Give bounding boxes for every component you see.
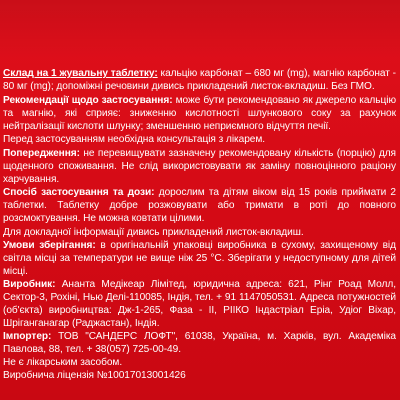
not-medicine-paragraph: [3, 356, 396, 369]
storage-heading: Умови зберігання:: [3, 240, 96, 251]
more-info-text: Для докладної інформації дивись прикладений листок-вкладиш.: [3, 227, 304, 238]
recommendations-text: може бути рекомендовано як джерело кальцію та магнію, які сприяє: зниженню кислотності шлункового соку за рахунок нейтралізації кислоти шлунку; зменшенню неприємного відчуття печії.: [3, 95, 396, 132]
not-medicine-text: Не є лікарським засобом.: [3, 357, 123, 368]
manufacturer-paragraph: [3, 278, 396, 330]
consultation-paragraph: [3, 133, 396, 146]
dosage-heading: Спосіб застосування та дози:: [3, 187, 155, 198]
license-text: Виробнича ліцензія №10017013001426: [3, 370, 186, 381]
manufacturer-heading: Виробник:: [3, 279, 56, 290]
storage-paragraph: [3, 239, 396, 278]
warnings-paragraph: [3, 147, 396, 186]
warnings-text: не перевищувати зазначену рекомендовану кількість (порцію) для щоденного споживання. Не слід використовувати як заміну повноцінного раціону харчування.: [3, 148, 396, 185]
manufacturer-text: Ананта Медікеар Лімітед, юридична адреса: 621, Рінг Роад Молл, Сектор-3, Рохіні, Нью Делі-110085, Індія, тел. + 91 1147050531. Адреса потужностей (об'єкта) виробництва: Дж-1-265, Фаза - ІІ, РІІКО Індастріал Еріа, Удіог Віхар, Шріганганагар (Раджастан), Індія.: [3, 279, 396, 329]
recommendations-heading: Рекомендації щодо застосування:: [3, 95, 173, 106]
warnings-heading: Попередження:: [3, 148, 80, 159]
label-text-block: [3, 67, 396, 382]
dosage-text: дорослим та дітям віком від 15 років приймати 2 таблетки. Таблетку добре розжовувати або тримати в роті до повного розсмоктування. Не можна ковтати цілими.: [3, 187, 396, 224]
composition-paragraph: [3, 67, 396, 93]
importer-text: ТОВ "САНДЕРС ЛОФТ", 61038, Україна, м. Харків, вул. Академіка Павлова, 88, тел. + 38(057) 725-00-49.: [3, 331, 396, 355]
more-info-paragraph: [3, 226, 396, 239]
license-paragraph: [3, 369, 396, 382]
recommendations-paragraph: [3, 94, 396, 133]
importer-paragraph: [3, 330, 396, 356]
importer-heading: Імпортер:: [3, 331, 52, 342]
composition-heading: Склад на 1 жувальну таблетку:: [3, 68, 158, 79]
consultation-text: Перед застосуванням необхідна консультація з лікарем.: [3, 134, 266, 145]
storage-text: в оригінальній упаковці виробника в сухому, захищеному від світла місці за температури не вище ніж 25 °С. Зберігати у недоступному для дітей місці.: [3, 240, 396, 277]
dosage-paragraph: [3, 186, 396, 225]
composition-text: кальцію карбонат – 680 мг (mg), магнію карбонат - 80 мг (mg); допоміжні речовини дивись прикладений листок-вкладиш. Без ГМО.: [3, 68, 396, 92]
